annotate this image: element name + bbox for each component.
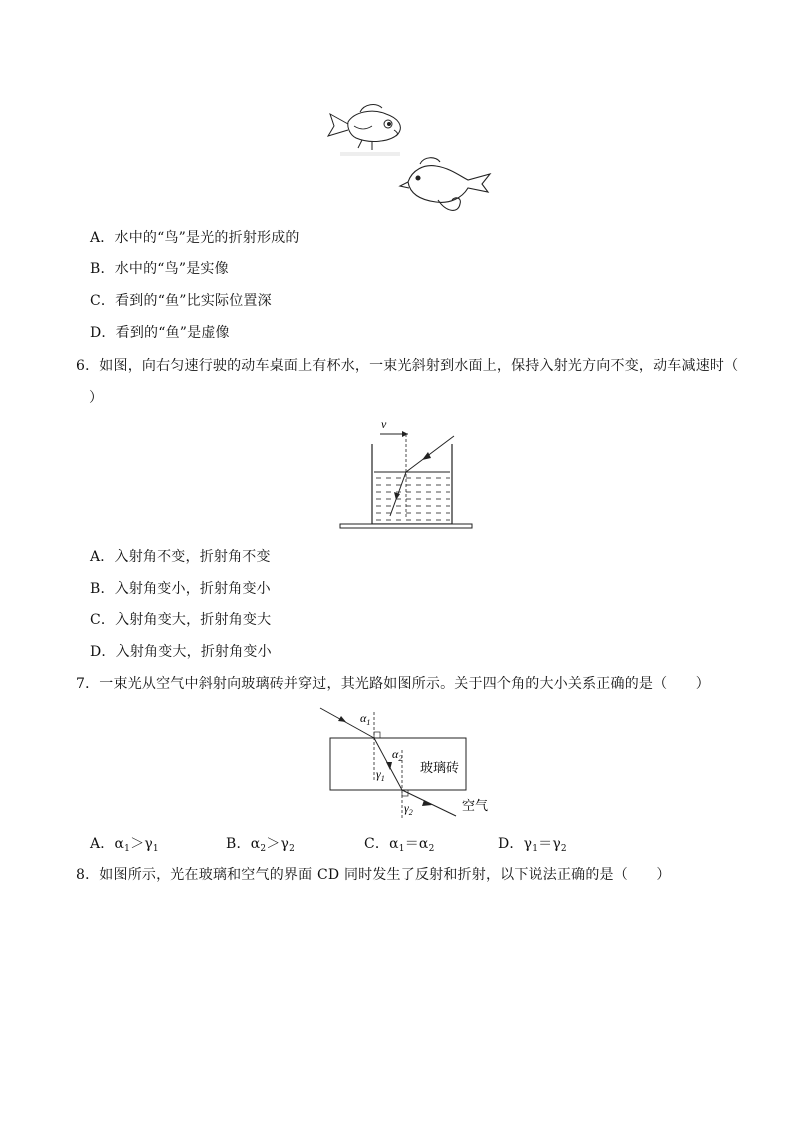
water — [374, 472, 450, 524]
gamma1-label: $\gamma_1$ — [376, 767, 385, 783]
option-prefix: B． — [226, 836, 251, 852]
option-prefix: A． — [90, 836, 115, 852]
q6-option-c[interactable]: C．入射角变大，折射角变大 — [90, 612, 272, 628]
option-left: α — [389, 836, 399, 852]
option-left: α — [250, 836, 261, 852]
incident-ray — [406, 436, 454, 472]
option-prefix: C． — [364, 836, 390, 852]
q6-stem-close: ） — [89, 390, 104, 406]
watermark-mark — [340, 152, 400, 156]
option-right-sub: 2 — [289, 844, 296, 854]
option-left: α — [114, 836, 125, 852]
gamma2-label: $\gamma_2$ — [404, 801, 413, 817]
option-left-sub: 1 — [124, 844, 131, 854]
option-right: γ — [552, 836, 561, 852]
q6-option-b[interactable]: B．入射角变小，折射角变小 — [90, 581, 271, 597]
q8-stem: 8．如图所示，光在玻璃和空气的界面 CD 同时发生了反射和折射，以下说法正确的是（ ） — [76, 867, 671, 883]
option-right-sub: 2 — [560, 844, 567, 854]
option-right-sub: 2 — [428, 844, 435, 854]
q7-option-a[interactable] — [90, 835, 159, 858]
q5-option-b[interactable]: B．水中的“鸟”是实像 — [90, 261, 229, 277]
option-right: α — [418, 836, 429, 852]
q7-option-c[interactable] — [364, 835, 435, 858]
option-op: ＞ — [266, 836, 281, 852]
q6-stem: 6．如图，向右匀速行驶的动车桌面上有杯水，一束光斜射到水面上，保持入射光方向不变，动车减速时（ — [76, 358, 739, 374]
fish-drawing — [328, 105, 400, 150]
q7-option-b[interactable] — [226, 835, 295, 858]
option-left: γ — [523, 836, 533, 852]
q5-option-a[interactable]: A．水中的“鸟”是光的折射形成的 — [90, 230, 300, 246]
table — [340, 524, 472, 528]
option-op: ＞ — [130, 836, 145, 852]
glass-brick-figure — [316, 700, 502, 824]
air-label: 空气 — [462, 799, 489, 814]
option-op: ＝ — [404, 836, 419, 852]
water-cup-figure — [336, 412, 476, 534]
alpha1-label: $\alpha_1$ — [360, 711, 371, 727]
option-prefix: D． — [498, 836, 524, 852]
alpha2-label: $\alpha_2$ — [392, 747, 403, 763]
q5-option-d[interactable]: D．看到的“鱼”是虚像 — [90, 325, 230, 341]
option-left-sub: 1 — [532, 844, 539, 854]
option-right-sub: 1 — [152, 844, 159, 854]
velocity-label: v — [381, 417, 387, 431]
q5-option-c[interactable]: C．看到的“鱼”比实际位置深 — [90, 293, 272, 309]
option-right: γ — [280, 836, 290, 852]
q6-option-d[interactable]: D．入射角变大，折射角变小 — [90, 644, 272, 660]
option-left-sub: 1 — [398, 844, 405, 854]
glass-label: 玻璃砖 — [420, 761, 460, 776]
q6-option-a[interactable]: A．入射角不变，折射角不变 — [90, 549, 271, 565]
option-right: γ — [144, 836, 153, 852]
fish-bird-figure — [320, 100, 500, 218]
bird-drawing — [400, 158, 490, 211]
q7-option-d[interactable] — [498, 835, 567, 858]
q7-stem: 7．一束光从空气中斜射向玻璃砖并穿过，其光路如图所示。关于四个角的大小关系正确的是（ ） — [76, 676, 710, 692]
option-op: ＝ — [538, 836, 553, 852]
option-left-sub: 2 — [260, 844, 267, 854]
